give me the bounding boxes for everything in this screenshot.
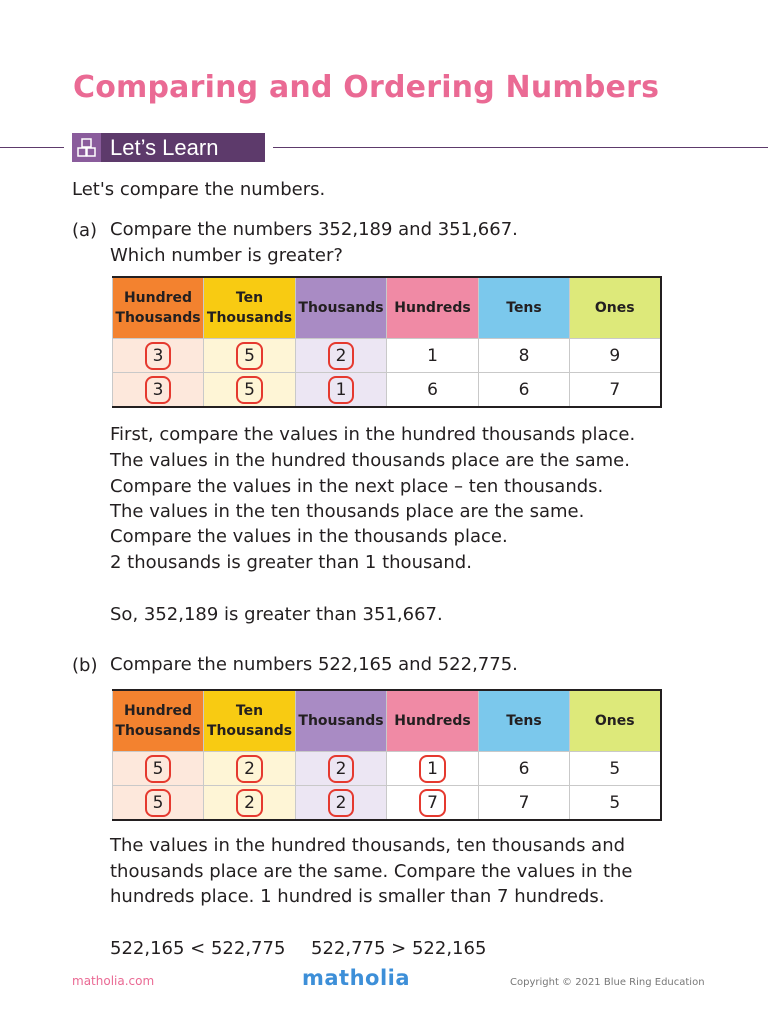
- table-cell: 6: [479, 373, 570, 408]
- blocks-icon: [72, 133, 101, 162]
- header-hundreds: Hundreds: [387, 277, 479, 339]
- header-tens: Tens: [479, 277, 570, 339]
- table-cell: 8: [479, 339, 570, 373]
- page-title: Comparing and Ordering Numbers: [73, 70, 660, 105]
- section-divider-left: [0, 147, 64, 148]
- table-cell: 6: [387, 373, 479, 408]
- conclusion-text: So, 352,189 is greater than 351,667.: [110, 604, 443, 625]
- circled-digit: 2: [328, 342, 355, 370]
- circled-digit: 2: [328, 789, 355, 817]
- footer-site-link[interactable]: matholia.com: [72, 974, 155, 988]
- circled-digit: 1: [419, 755, 446, 783]
- part-b-label: (b): [72, 655, 98, 676]
- table-row: [113, 373, 661, 408]
- header-tens: Tens: [479, 690, 570, 752]
- explanation-line: Compare the values in the thousands place.: [110, 526, 508, 547]
- intro-text: Let's compare the numbers.: [72, 179, 326, 200]
- explanation-line: thousands place are the same. Compare the values in the: [110, 861, 633, 882]
- header-hundreds: Hundreds: [387, 690, 479, 752]
- table-cell: 1: [387, 339, 479, 373]
- circled-digit: 5: [145, 755, 172, 783]
- circled-digit: 5: [236, 342, 263, 370]
- table-cell: 9: [570, 339, 661, 373]
- header-ten-thousands: Ten Thousands: [204, 277, 296, 339]
- place-value-table-b: [112, 689, 662, 821]
- circled-digit: 3: [145, 342, 172, 370]
- header-thousands: Thousands: [296, 690, 387, 752]
- circled-digit: 3: [145, 376, 172, 404]
- section-badge: [72, 133, 265, 162]
- section-label: Let’s Learn: [110, 134, 219, 160]
- circled-digit: 2: [236, 755, 263, 783]
- circled-digit: 2: [328, 755, 355, 783]
- header-hundred-thousands: Hundred Thousands: [113, 690, 204, 752]
- circled-digit: 7: [419, 789, 446, 817]
- circled-digit: 5: [236, 376, 263, 404]
- comparison-result: 522,165 < 522,775: [110, 938, 286, 959]
- table-cell: 7: [479, 786, 570, 821]
- circled-digit: 1: [328, 376, 355, 404]
- part-a-question: Compare the numbers 352,189 and 351,667.: [110, 219, 518, 240]
- header-thousands: Thousands: [296, 277, 387, 339]
- table-cell: 5: [570, 786, 661, 821]
- table-cell: 6: [479, 752, 570, 786]
- part-a-label: (a): [72, 220, 98, 241]
- part-a-question-2: Which number is greater?: [110, 245, 343, 266]
- header-hundred-thousands: Hundred Thousands: [113, 277, 204, 339]
- table-cell: 7: [570, 373, 661, 408]
- explanation-line: The values in the ten thousands place are the same.: [110, 501, 585, 522]
- explanation-line: The values in the hundred thousands place are the same.: [110, 450, 630, 471]
- explanation-line: The values in the hundred thousands, ten thousands and: [110, 835, 626, 856]
- circled-digit: 2: [236, 789, 263, 817]
- part-b-question: Compare the numbers 522,165 and 522,775.: [110, 654, 518, 675]
- matholia-logo: matholia: [302, 966, 411, 990]
- footer-copyright: Copyright © 2021 Blue Ring Education: [510, 977, 705, 988]
- table-cell: 5: [570, 752, 661, 786]
- header-ones: Ones: [570, 690, 661, 752]
- table-row: [113, 339, 661, 373]
- header-ones: Ones: [570, 277, 661, 339]
- table-row: [113, 752, 661, 786]
- table-row: [113, 786, 661, 821]
- explanation-line: hundreds place. 1 hundred is smaller than 7 hundreds.: [110, 886, 605, 907]
- explanation-line: First, compare the values in the hundred thousands place.: [110, 424, 636, 445]
- table-header-row: [113, 690, 661, 752]
- circled-digit: 5: [145, 789, 172, 817]
- comparison-result: 522,775 > 522,165: [311, 938, 487, 959]
- header-ten-thousands: Ten Thousands: [204, 690, 296, 752]
- explanation-line: Compare the values in the next place – ten thousands.: [110, 476, 604, 497]
- place-value-table-a: [112, 276, 662, 408]
- table-header-row: [113, 277, 661, 339]
- section-divider-right: [273, 147, 768, 148]
- explanation-line: 2 thousands is greater than 1 thousand.: [110, 552, 472, 573]
